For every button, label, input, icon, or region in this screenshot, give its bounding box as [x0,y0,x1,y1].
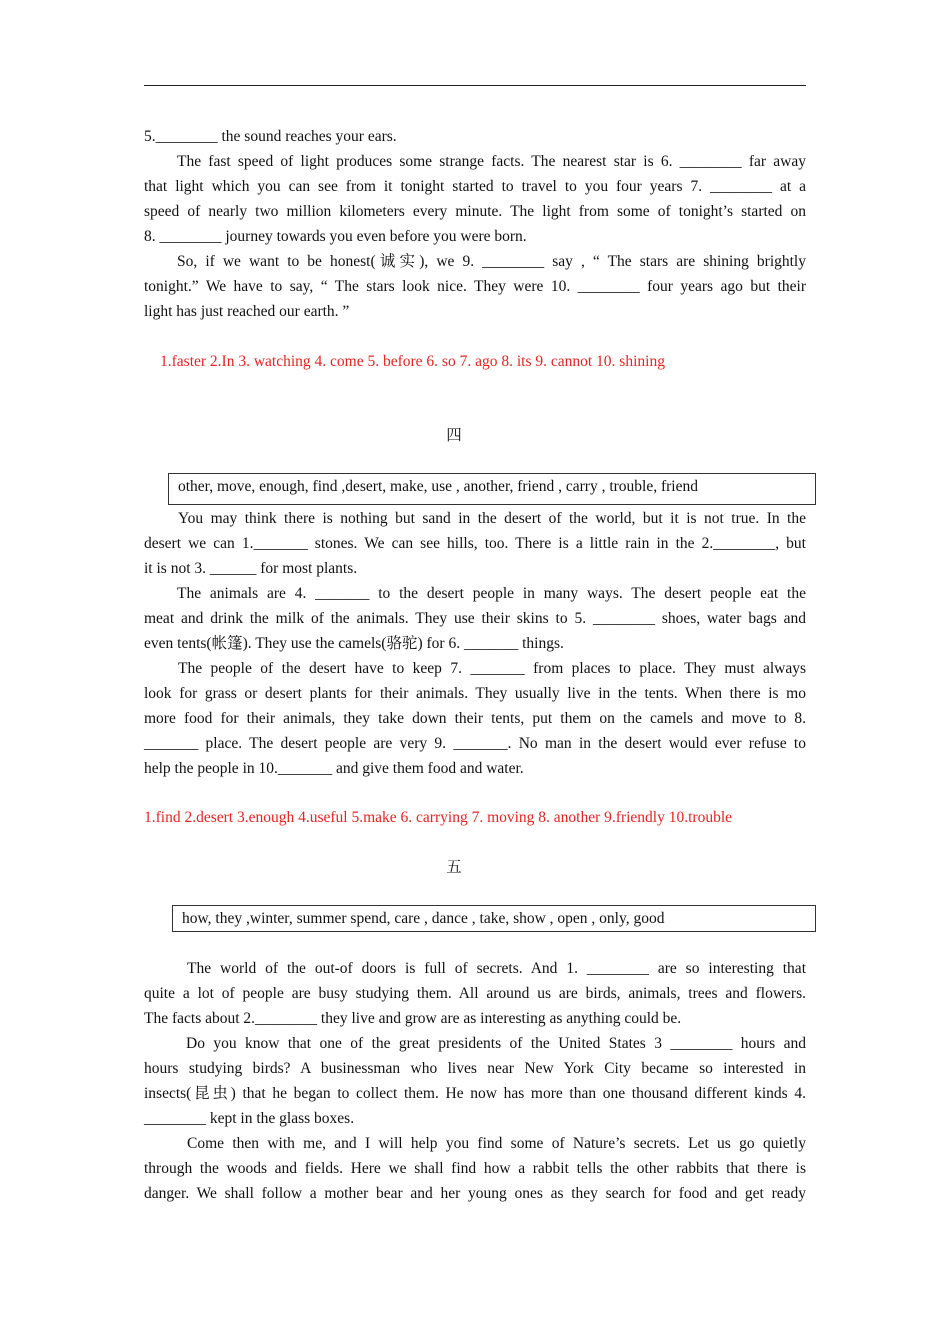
text-line: look for grass or desert plants for their animals. They usually live in the tents. When there is mo [144,685,806,702]
text-line: _______ place. The desert people are very 9. _______. No man in the desert would ever refuse to [144,735,806,752]
text-line: speed of nearly two million kilometers every minute. The light from some of tonight’s started on [144,203,806,220]
text-line: it is not 3. ______ for most plants. [144,560,358,577]
text-line: The animals are 4. _______ to the desert people in many ways. The desert people eat the [177,585,806,602]
text-line: that light which you can see from it tonight started to travel to you four years 7. ________ at a [144,178,806,195]
text-line: more food for their animals, they take down their tents, put them on the camels and move to 8. [144,710,806,727]
text-line: through the woods and fields. Here we shall find how a rabbit tells the other rabbits that there is [144,1160,806,1177]
text-line: Do you know that one of the great presidents of the United States 3 ________ hours and [186,1035,806,1052]
text-line: meat and drink the milk of the animals. They use their skins to 5. ________ shoes, water bags and [144,610,806,627]
text-line: quite a lot of people are busy studying them. All around us are birds, animals, trees and flowers. [144,985,806,1002]
text-line: 5.________ the sound reaches your ears. [144,128,397,145]
text-line: Come then with me, and I will help you find some of Nature’s secrets. Let us go quietly [187,1135,806,1152]
text-line: tonight.” We have to say, “ The stars look nice. They were 10. ________ four years ago but their [144,278,806,295]
text-line: The world of the out-of doors is full of secrets. And 1. ________ are so interesting that [187,960,806,977]
text-line: The people of the desert have to keep 7. _______ from places to place. They must always [178,660,806,677]
text-line: You may think there is nothing but sand in the desert of the world, but it is not true. In the [178,510,806,527]
word-bank-box [168,473,816,505]
header-rule [144,85,806,86]
text-line: ________ kept in the glass boxes. [144,1110,355,1127]
word-bank-box [172,905,816,932]
text-line: insects(昆虫) that he began to collect them. He now has more than one thousand different kinds 4. [144,1085,806,1102]
word-bank-text: other, move, enough, find ,desert, make, use , another, friend , carry , trouble, friend [178,478,698,495]
word-bank-text: how, they ,winter, summer spend, care , dance , take, show , open , only, good [182,910,665,927]
text-line: desert we can 1._______ stones. We can see hills, too. There is a little rain in the 2.________, but [144,535,806,552]
text-line: even tents(帐篷). They use the camels(骆驼) for 6. _______ things. [144,635,564,652]
answer-key: 1.faster 2.In 3. watching 4. come 5. before 6. so 7. ago 8. its 9. cannot 10. shining [160,353,665,370]
text-line: 8. ________ journey towards you even before you were born. [144,228,527,245]
text-line: The facts about 2.________ they live and grow are as interesting as anything could be. [144,1010,682,1027]
text-line: The fast speed of light produces some strange facts. The nearest star is 6. ________ far away [177,153,806,170]
text-line: help the people in 10._______ and give them food and water. [144,760,524,777]
answer-key: 1.find 2.desert 3.enough 4.useful 5.make 6. carrying 7. moving 8. another 9.friendly 10.trouble [144,809,733,826]
text-line: danger. We shall follow a mother bear and her young ones as they search for food and get ready [144,1185,806,1202]
text-line: So, if we want to be honest(诚实), we 9. ________ say , “ The stars are shining brightly [177,253,806,270]
section-heading: 五 [446,859,462,876]
section-heading: 四 [446,427,462,444]
text-line: light has just reached our earth. ” [144,303,350,320]
text-line: hours studying birds? A businessman who lives near New York City became so interested in [144,1060,806,1077]
